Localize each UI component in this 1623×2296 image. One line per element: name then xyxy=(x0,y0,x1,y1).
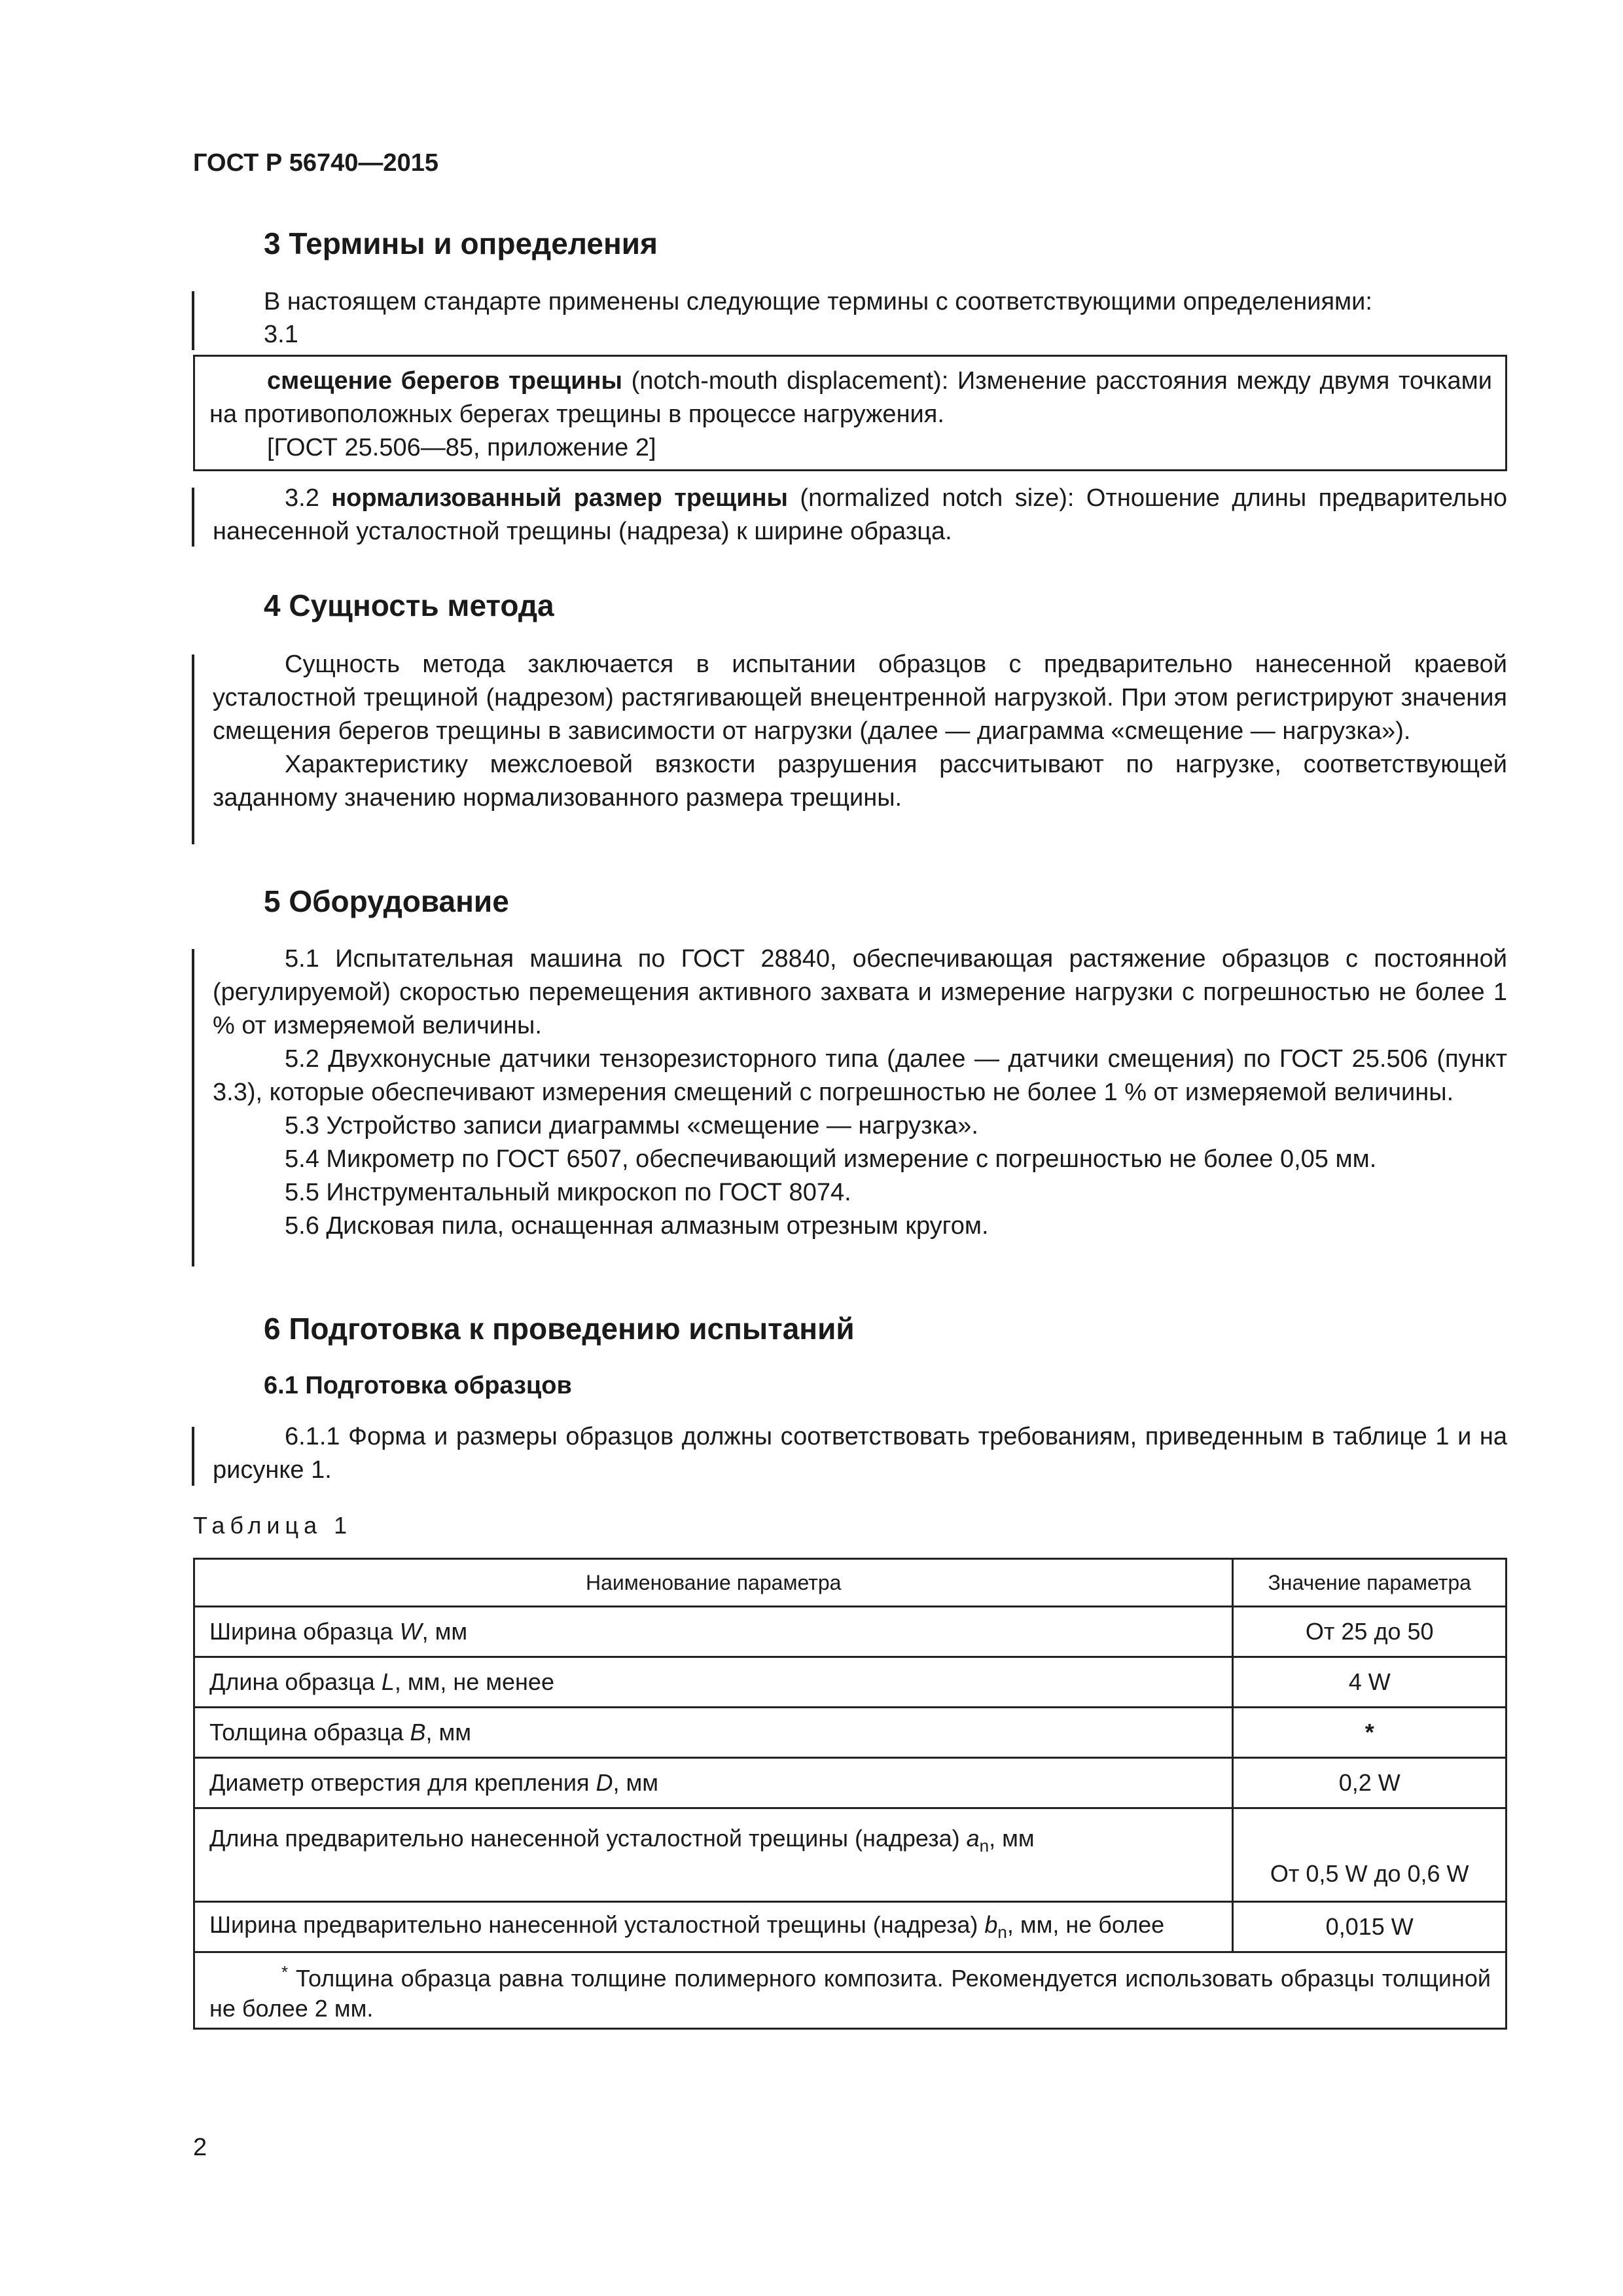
parameter-cell xyxy=(194,1708,1233,1758)
term-3-2-number: 3.2 xyxy=(285,484,332,512)
table-row xyxy=(194,1808,1507,1902)
item-5-4: 5.4 Микрометр по ГОСТ 6507, обеспечивающий измерение с погрешностью не более 0,05 мм. xyxy=(285,1145,1377,1173)
table-row xyxy=(194,1607,1507,1657)
table-row xyxy=(194,1657,1507,1708)
section-3-title: 3 Термины и определения xyxy=(264,226,658,260)
column-header-parameter: Наименование параметра xyxy=(194,1559,1233,1607)
term-3-1-reference: [ГОСТ 25.506—85, приложение 2] xyxy=(267,434,656,461)
parameter-cell xyxy=(194,1808,1233,1902)
page-number: 2 xyxy=(193,2134,207,2161)
parameter-name: Толщина образца xyxy=(209,1719,410,1746)
parameter-cell xyxy=(194,1607,1233,1657)
change-bar xyxy=(192,1427,194,1486)
item-5-1: 5.1 Испытательная машина по ГОСТ 28840, обеспечивающая растяжение образцов с постоянной (регулируемой) скоростью перемещения активного захвата и измерение нагрузки с погрешностью не более 1 % от измеряемой величины. xyxy=(213,945,1507,1039)
column-header-value: Значение параметра xyxy=(1233,1559,1507,1607)
parameters-table xyxy=(193,1558,1507,2030)
subsection-6-1-title: 6.1 Подготовка образцов xyxy=(264,1372,572,1399)
section-4-para-1: Сущность метода заключается в испытании образцов с предварительно нанесенной краевой усталостной трещиной (надрезом) растягивающей внецентренной нагрузкой. При этом регистрируют значения смещения берегов трещины в зависимости от нагрузки (далее — диаграмма «смещение — нагрузка»). xyxy=(213,651,1507,745)
parameter-unit: , мм xyxy=(613,1769,658,1796)
parameter-name: Длина образца xyxy=(209,1668,382,1695)
parameter-unit: , мм, не более xyxy=(1007,1910,1165,1938)
change-bar xyxy=(192,488,194,547)
parameter-cell xyxy=(194,1657,1233,1708)
section-5-body xyxy=(213,942,1507,1243)
parameter-name: Диаметр отверстия для крепления xyxy=(209,1769,596,1796)
section-4-para-2: Характеристику межслоевой вязкости разрушения рассчитывают по нагрузке, соответствующей заданному значению нормализованного размера трещины. xyxy=(213,751,1507,812)
footnote-text: Толщина образца равна толщине полимерного композита. Рекомендуется использовать образцы толщиной не более 2 мм. xyxy=(209,1965,1491,2022)
section-6-title: 6 Подготовка к проведению испытаний xyxy=(264,1312,855,1346)
parameter-cell xyxy=(194,1758,1233,1808)
table-caption: Таблица 1 xyxy=(193,1512,353,1539)
footnote-mark: * xyxy=(281,1962,289,1982)
table-row xyxy=(194,1902,1507,1952)
parameter-name: Ширина образца xyxy=(209,1618,400,1645)
parameter-cell xyxy=(194,1902,1233,1952)
table-header-row xyxy=(194,1559,1507,1607)
parameter-unit: , мм xyxy=(989,1825,1035,1852)
item-6-1-1 xyxy=(213,1420,1507,1487)
change-bar xyxy=(192,655,194,844)
value-cell: От 0,5 W до 0,6 W xyxy=(1233,1808,1507,1902)
section-3-intro: В настоящем стандарте применены следующие термины с соответствующими определениями: xyxy=(264,288,1372,315)
item-5-2: 5.2 Двухконусные датчики тензорезисторного типа (далее — датчики смещения) по ГОСТ 25.506 (пункт 3.3), которые обеспечивают измерения смещений с погрешностью не более 1 % от измеряемой величины. xyxy=(213,1045,1507,1106)
table-row xyxy=(194,1708,1507,1758)
section-3-term-number: 3.1 xyxy=(264,321,298,348)
section-5-title: 5 Оборудование xyxy=(264,884,509,918)
term-3-2-bold: нормализованный размер трещины xyxy=(331,484,789,512)
term-3-1-box xyxy=(193,355,1507,471)
value-cell: От 25 до 50 xyxy=(1233,1607,1507,1657)
parameter-name: Ширина предварительно нанесенной усталостной трещины (надреза) xyxy=(209,1910,985,1938)
term-3-1-definition: (notch-mouth displacement): Изменение расстояния между двумя точками на противоположных берегах трещины в процессе нагружения. xyxy=(209,367,1492,428)
item-6-1-1-text: 6.1.1 Форма и размеры образцов должны соответствовать требованиям, приведенным в таблице 1 и на рисунке 1. xyxy=(213,1423,1507,1484)
parameter-symbol: a xyxy=(966,1825,980,1852)
item-5-3: 5.3 Устройство записи диаграммы «смещение — нагрузка». xyxy=(285,1112,978,1139)
table-row xyxy=(194,1758,1507,1808)
term-3-2 xyxy=(213,482,1507,548)
parameter-unit: , мм xyxy=(421,1618,468,1645)
table-footnote-row xyxy=(194,1952,1507,2029)
parameter-symbol: L xyxy=(381,1668,395,1695)
parameter-symbol: D xyxy=(596,1769,613,1796)
parameter-name: Длина предварительно нанесенной усталостной трещины (надреза) xyxy=(209,1825,967,1852)
value-cell: 0,2 W xyxy=(1233,1758,1507,1808)
section-4-body xyxy=(213,648,1507,815)
parameter-symbol: b xyxy=(984,1910,998,1938)
item-5-5: 5.5 Инструментальный микроскоп по ГОСТ 8074. xyxy=(285,1179,851,1206)
section-4-title: 4 Сущность метода xyxy=(264,588,554,622)
document-code: ГОСТ Р 56740—2015 xyxy=(193,149,438,177)
change-bar xyxy=(192,949,194,1266)
item-5-6: 5.6 Дисковая пила, оснащенная алмазным отрезным кругом. xyxy=(285,1212,989,1240)
term-3-1-bold: смещение берегов трещины xyxy=(267,367,622,395)
parameter-unit: , мм xyxy=(425,1719,472,1746)
parameter-symbol: W xyxy=(399,1618,422,1645)
change-bar xyxy=(192,291,194,350)
value-cell: 0,015 W xyxy=(1233,1902,1507,1952)
table-footnote xyxy=(194,1952,1507,2029)
term-3-2-definition: (normalized notch size): Отношение длины предварительно нанесенной усталостной трещины (надреза) к ширине образца. xyxy=(213,484,1507,545)
term-3-1 xyxy=(209,365,1492,465)
value-cell: 4 W xyxy=(1233,1657,1507,1708)
parameter-subscript: n xyxy=(997,1922,1007,1943)
parameter-symbol: B xyxy=(410,1719,426,1746)
parameter-subscript: n xyxy=(979,1836,990,1856)
parameter-unit: , мм, не менее xyxy=(394,1668,554,1695)
value-cell: * xyxy=(1233,1708,1507,1758)
